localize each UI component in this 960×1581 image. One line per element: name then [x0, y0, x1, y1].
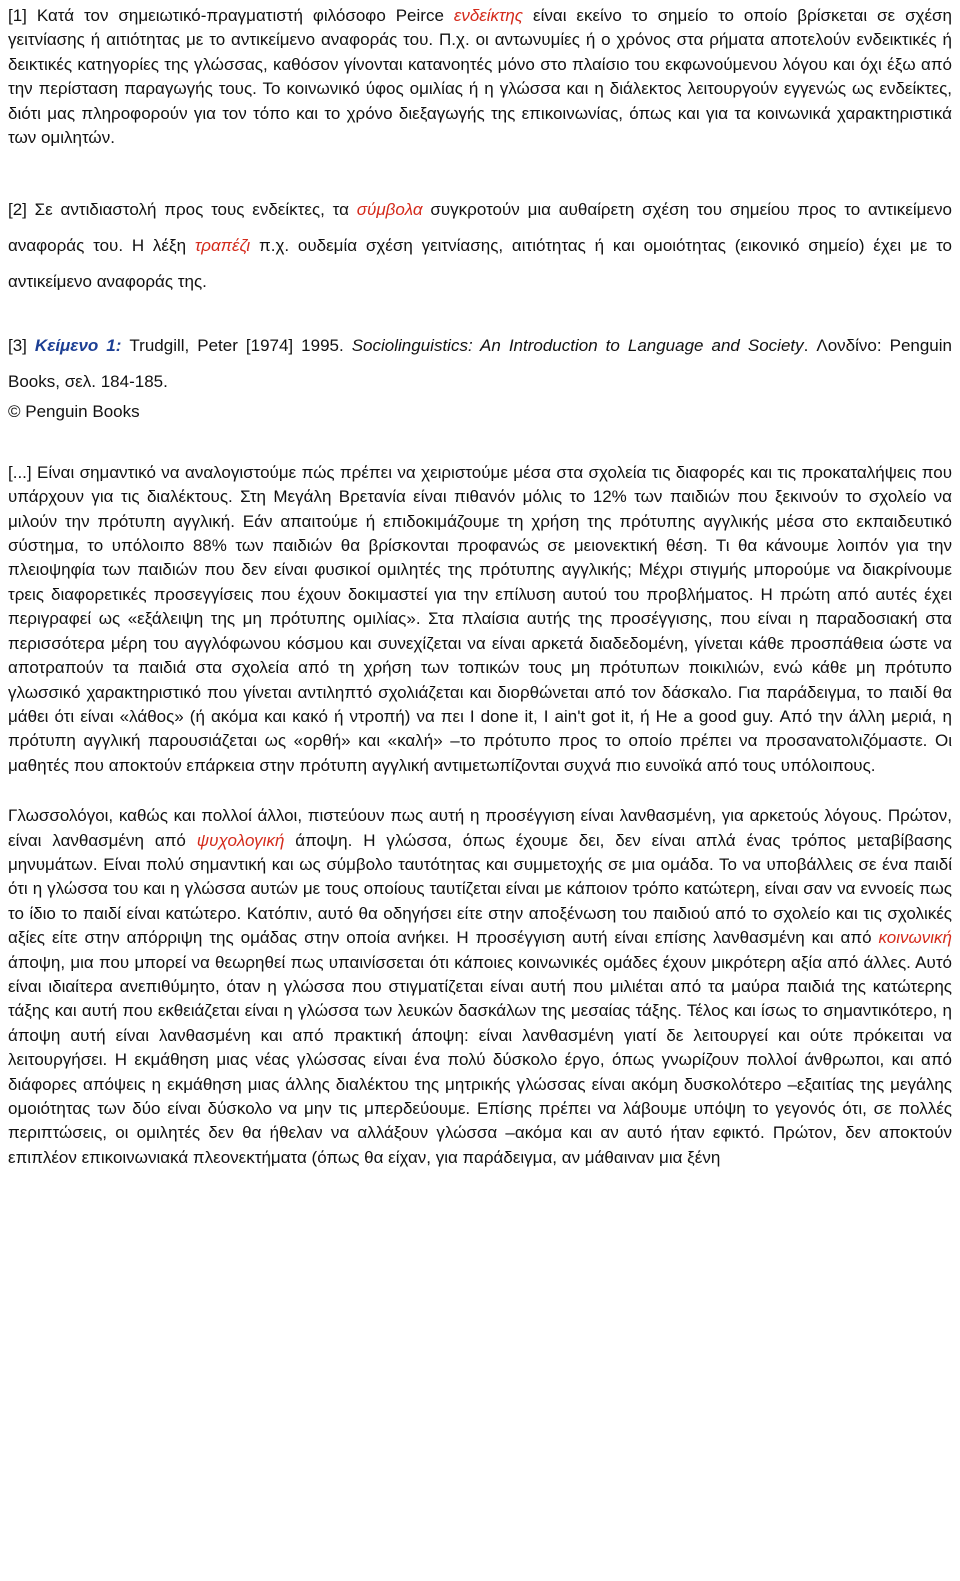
footnote-2-text-a: [2] Σε αντιδιαστολή προς τους ενδείκτες, τα: [8, 200, 357, 220]
paragraph-2-text-c: άποψη, μια που μπορεί να θεωρηθεί πως υπαινίσσεται ότι κάποιες κοινωνικές ομάδες έχουν μικρότερη αξία από άλλες. Αυτό είναι ιδιαίτερα ανεπιθύμητο, όταν η γλώσσα που στιγματίζεται είναι αυτή που μιλιέται από τα μαύρα παιδιά της κατώτερης τάξης και αυτή που εκθειάζεται είναι η γλώσσα των λευκών δασκάλων της μεσαίας τάξης. Τέλος και ίσως το σημαντικότερο, η άποψη αυτή είναι λανθασμένη και από πρακτική άποψη: είναι λανθασμένη γιατί δε λειτουργεί και ούτε πρόκειται να λειτουργήσει. Η εκμάθηση μιας νέας γλώσσας είναι ένα πολύ δύσκολο έργο, όπως γνωρίζουν πολλοί άνθρωποι, και από διάφορες απόψεις η εκμάθηση μιας άλλης διαλέκτου της μητρικής γλώσσας είναι ακόμη δυσκολότερο –εξαιτίας της μεγάλης ομοιότητας των δύο είναι δύσκολο να μην τις μπερδεύουμε. Επίσης πρέπει να λάβουμε υπόψη το γεγονός ότι, σε πολλές περιπτώσεις, οι ομιλητές δεν θα ήθελαν να αλλάξουν γλώσσα –ακόμα και αν αυτό ήταν εφικτό. Πρώτον, δεν αποκτούν επιπλέον επικοινωνιακά πλεονεκτήματα (όπως θα είχαν, για παράδειγμα, αν μάθαιναν μια ξένη: [8, 952, 952, 1167]
citation-author: Trudgill, Peter [1974] 1995.: [121, 336, 352, 356]
term-indexical: ενδείκτης: [453, 6, 524, 25]
footnote-1-text-b: είναι εκείνο το σημείο το οποίο βρίσκεται σε σχέση γειτνίασης ή αιτιότητας με το αντικείμενο αναφοράς του. Π.χ. οι αντωνυμίες ή ο χρόνος στα ρήματα αποτελούν ενδεικτικές ή δεικτικές κατηγορίες της γλώσσας, καθόσον γίνονται κατανοητές μόνο στο πλαίσιο του εκφωνούμενου λόγου και όχι έξω από την περίσταση παραγωγής τους. Το κοινωνικό ύφος ομιλίας ή η γλώσσα και η διάλεκτος λειτουργούν εγγενώς ως ενδείκτες, διότι μας πληροφορούν για τον τόπο και το χρόνο διεξαγωγής της επικοινωνίας, όπως και για τα κοινωνικά χαρακτηριστικά των ομιλητών.: [8, 6, 953, 148]
footnote-3-prefix: [3]: [8, 336, 35, 356]
excerpt-paragraph-1: [...] Είναι σημαντικό να αναλογιστούμε πώς πρέπει να χειριστούμε μέσα στα σχολεία τις διαφορές και τις προκαταλήψεις που υπάρχουν για τις διαλέκτους. Στη Μεγάλη Βρετανία είναι πιθανόν μόλις το 12% των παιδιών που ξεκινούν το σχολείο να μιλούν την πρότυπη αγγλική. Εάν απαιτούμε ή επιδοκιμάζουμε τη χρήση της πρότυπης αγγλικής μέσα στο εκπαιδευτικό σύστημα, το υπόλοιπο 88% των παιδιών θα βρίσκονται προφανώς σε μειονεκτική θέση. Τι θα κάνουμε λοιπόν για την πλειοψηφία των παιδιών που δεν είναι φυσικοί ομιλητές της πρότυπης αγγλικής; Μέχρι στιγμής μπορούμε να διακρίνουμε τρεις διαφορετικές προσεγγίσεις που έχουν δοκιμαστεί για την επίλυση αυτού του προβλήματος. Η πρώτη από αυτές έχει περιγραφεί ως «εξάλειψη της μη πρότυπης ομιλίας». Στα πλαίσια αυτής της προσέγγισης, που είναι η παραδοσιακή στα περισσότερα μέρη του αγγλόφωνου κόσμου και συνεχίζεται να είναι αρκετά διαδεδομένη, γίνεται κάθε προσπάθεια ώστε να αποτραπούν τα παιδιά στα σχολεία από τη χρήση των τοπικών τους μη πρότυπων ποικιλιών, ενώ κάθε μη πρότυπο γλωσσικό χαρακτηριστικό που γίνεται αντιληπτό σχολιάζεται και διορθώνεται από τον δάσκαλο. Για παράδειγμα, το παιδί θα μάθει ότι είναι «λάθος» (ή ακόμα και κακό ή ντροπή) να πει I done it, I ain't got it, ή He a good guy. Από την άλλη μεριά, η πρότυπη αγγλική παρουσιάζεται ως «ορθή» και «καλή» –το πρότυπο προς το οποίο πρέπει να προσανατολιζόμαστε. Οι μαθητές που αποκτούν επάρκεια στην πρότυπη αγγλική αντιμετωπίζονται συχνά πιο ευνοϊκά από τους υπόλοιπους.: [8, 462, 952, 775]
paragraph-2-text-a: Γλωσσολόγοι, καθώς και πολλοί άλλοι, πιστεύουν πως αυτή η προσέγγιση είναι λανθασμένη, για αρκετούς λόγους. Πρώτον, είναι λανθασμένη από: [8, 806, 952, 850]
citation-book-title: Sociolinguistics: An Introduction to Language and Society: [351, 336, 804, 356]
citation-publisher: . Λονδίνο: Penguin Books, σελ. 184-185.: [8, 336, 952, 392]
excerpt-paragraph-2: [8, 804, 952, 1170]
footnote-2: [8, 192, 952, 300]
term-psychological: ψυχολογική: [196, 830, 285, 850]
spacer: [8, 150, 952, 192]
spacer: [8, 425, 952, 461]
footnote-3: [8, 328, 952, 400]
term-symbols: σύμβολα: [356, 200, 423, 220]
term-social: κοινωνική: [878, 928, 952, 948]
footnote-2-text-b: συγκροτούν μια αυθαίρετη σχέση του σημείου προς το αντικείμενο αναφοράς του. Η λέξη: [8, 200, 952, 256]
spacer: [8, 778, 952, 804]
footnote-1-text-a: [1] Κατά τον σημειωτικό-πραγματιστή φιλόσοφο Peirce: [8, 6, 454, 25]
footnote-2-text-c: π.χ. ουδεμία σχέση γειτνίασης, αιτιότητας ή και ομοιότητας (εικονικό σημείο) έχει με το αντικείμενο αναφοράς της.: [8, 236, 953, 292]
paragraph-2-text-b: άποψη. Η γλώσσα, όπως έχουμε δει, δεν είναι απλά ένας τρόπος μεταβίβασης μηνυμάτων. Είναι πολύ σημαντική και ως σύμβολο ταυτότητας και συμμετοχής σε μια ομάδα. Το να υποβάλλεις σε ένα παιδί ότι η γλώσσα του και η γλώσσα αυτών με τους οποίους ταυτίζεται είναι με κάποιον τρόπο κατώτερη, είναι σαν να εννοείς πως το ίδιο το παιδί είναι κατώτερο. Κατόπιν, αυτό θα οδηγήσει είτε στην αποξένωση του παιδιού από το σχολείο και τις σχολικές αξίες είτε στην απόρριψη της ομάδας στην οποία ανήκει. Η προσέγγιση αυτή είναι επίσης λανθασμένη και από: [8, 830, 952, 948]
spacer: [8, 300, 952, 328]
copyright-line: © Penguin Books: [8, 402, 140, 422]
text-1-label: Κείμενο 1:: [34, 336, 122, 356]
footnote-1: [8, 4, 952, 150]
term-table: τραπέζι: [194, 236, 251, 256]
